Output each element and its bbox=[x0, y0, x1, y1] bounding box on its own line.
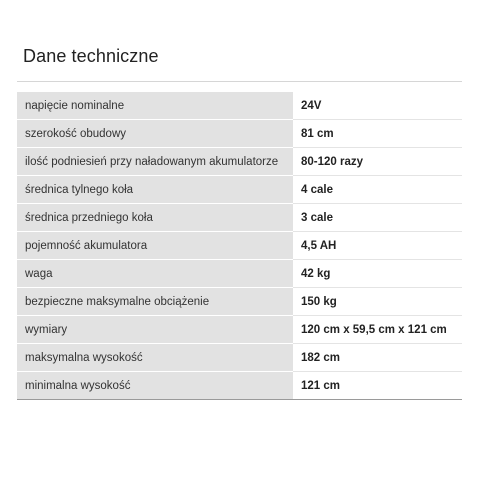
spec-label: średnica przedniego koła bbox=[17, 204, 293, 232]
spec-label: maksymalna wysokość bbox=[17, 344, 293, 372]
spec-value: 182 cm bbox=[293, 344, 462, 372]
table-row bbox=[17, 260, 462, 288]
spec-label: ilość podniesień przy naładowanym akumulatorze bbox=[17, 148, 293, 176]
spec-value: 24V bbox=[293, 92, 462, 120]
specifications-table bbox=[17, 92, 462, 400]
table-row bbox=[17, 176, 462, 204]
spec-value: 120 cm x 59,5 cm x 121 cm bbox=[293, 316, 462, 344]
spec-value: 4,5 AH bbox=[293, 232, 462, 260]
spec-value: 121 cm bbox=[293, 372, 462, 400]
spec-value: 80-120 razy bbox=[293, 148, 462, 176]
table-row bbox=[17, 148, 462, 176]
spec-label: bezpieczne maksymalne obciążenie bbox=[17, 288, 293, 316]
spec-label: minimalna wysokość bbox=[17, 372, 293, 400]
spec-label: pojemność akumulatora bbox=[17, 232, 293, 260]
section-title: Dane techniczne bbox=[23, 46, 159, 66]
table-row bbox=[17, 204, 462, 232]
spec-label: szerokość obudowy bbox=[17, 120, 293, 148]
table-row bbox=[17, 344, 462, 372]
table-row bbox=[17, 288, 462, 316]
table-row bbox=[17, 372, 462, 400]
table-row bbox=[17, 232, 462, 260]
spec-label: waga bbox=[17, 260, 293, 288]
spec-value: 81 cm bbox=[293, 120, 462, 148]
table-row bbox=[17, 92, 462, 120]
spec-label: średnica tylnego koła bbox=[17, 176, 293, 204]
spec-label: wymiary bbox=[17, 316, 293, 344]
spec-value: 4 cale bbox=[293, 176, 462, 204]
spec-value: 42 kg bbox=[293, 260, 462, 288]
spec-value: 150 kg bbox=[293, 288, 462, 316]
spec-value: 3 cale bbox=[293, 204, 462, 232]
spec-label: napięcie nominalne bbox=[17, 92, 293, 120]
title-divider bbox=[17, 81, 462, 82]
table-row bbox=[17, 316, 462, 344]
table-row bbox=[17, 120, 462, 148]
